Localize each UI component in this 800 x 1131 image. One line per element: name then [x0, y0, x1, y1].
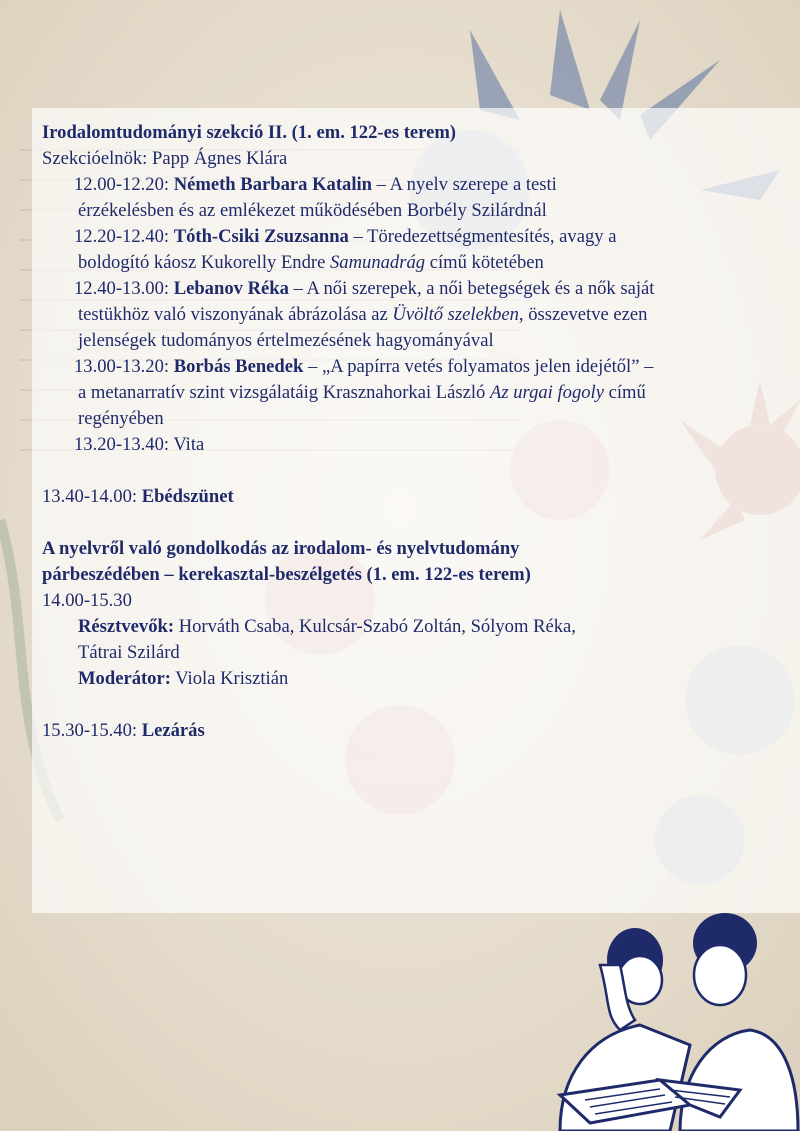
talk-4-continued-2: regényében: [78, 408, 164, 429]
break-time: 13.40-14.00:: [42, 486, 142, 507]
book-title: Az urgai fogoly: [490, 382, 604, 403]
section-title: Irodalomtudományi szekció II. (1. em. 122-es terem): [42, 122, 457, 143]
talk-4: [42, 354, 782, 380]
talk-time: 12.40-13.00:: [74, 278, 170, 299]
talk-3-continued-2: jelenségek tudományos értelmezésének hagyományával: [78, 330, 494, 351]
talk-3: [42, 276, 782, 302]
roundtable-title-2: párbeszédében – kerekasztal-beszélgetés (1. em. 122-es terem): [42, 564, 531, 585]
talk-2: [42, 224, 782, 250]
talk-speaker: Tóth-Csiki Zsuzsanna: [173, 226, 349, 247]
talk-4-continued: a metanarratív szint vizsgálatáig Krasznahorkai László Az urgai fogoly című: [78, 382, 646, 403]
roundtable-moderator: Moderátor: Viola Krisztián: [78, 668, 289, 689]
roundtable-time: 14.00-15.30: [42, 590, 132, 611]
talk-title: – Töredezettségmentesítés, avagy a: [348, 226, 617, 247]
talk-3-continued: testükhöz való viszonyának ábrázolása az Üvöltő szelekben, összevetve ezen: [78, 304, 648, 325]
talk-time: 12.20-12.40:: [74, 226, 170, 247]
participants-label: Résztvevők:: [78, 616, 175, 637]
talk-2-continued: boldogító káosz Kukorelly Endre Samunadrág című kötetében: [78, 252, 544, 273]
talk-time: 13.00-13.20:: [74, 356, 170, 377]
roundtable-participants-2: Tátrai Szilárd: [78, 642, 180, 663]
talk-5: [42, 432, 782, 458]
talk-speaker: Borbás Benedek: [173, 356, 304, 377]
closing: [42, 718, 782, 744]
talk-time: 12.00-12.20:: [74, 174, 170, 195]
closing-label: Lezárás: [141, 720, 205, 741]
talk-title: – A nyelv szerepe a testi: [372, 174, 557, 195]
program-content: [42, 120, 782, 744]
talk-speaker: Lebanov Réka: [173, 278, 289, 299]
closing-time: 15.30-15.40:: [42, 720, 142, 741]
talk-title: – „A papírra vetés folyamatos jelen idejétől” –: [303, 356, 654, 377]
section-chair: Szekcióelnök: Papp Ágnes Klára: [42, 148, 288, 169]
lunch-break: [42, 484, 782, 510]
talk-title: Vita: [169, 434, 205, 455]
reading-men-illustration: [540, 905, 800, 1131]
talk-speaker: Németh Barbara Katalin: [173, 174, 372, 195]
talk-1: [42, 172, 782, 198]
book-title: Samunadrág: [330, 252, 426, 273]
moderator-label: Moderátor:: [78, 668, 171, 689]
roundtable-participants: Résztvevők: Horváth Csaba, Kulcsár-Szabó Zoltán, Sólyom Réka,: [78, 616, 576, 637]
talk-time: 13.20-13.40:: [74, 434, 170, 455]
book-title: Üvöltő szelekben: [392, 304, 519, 325]
talk-title: – A női szerepek, a női betegségek és a nők saját: [288, 278, 655, 299]
roundtable-title: A nyelvről való gondolkodás az irodalom- és nyelvtudomány: [42, 538, 520, 559]
break-label: Ebédszünet: [141, 486, 234, 507]
talk-1-continued: érzékelésben és az emlékezet működésében Borbély Szilárdnál: [78, 200, 547, 221]
